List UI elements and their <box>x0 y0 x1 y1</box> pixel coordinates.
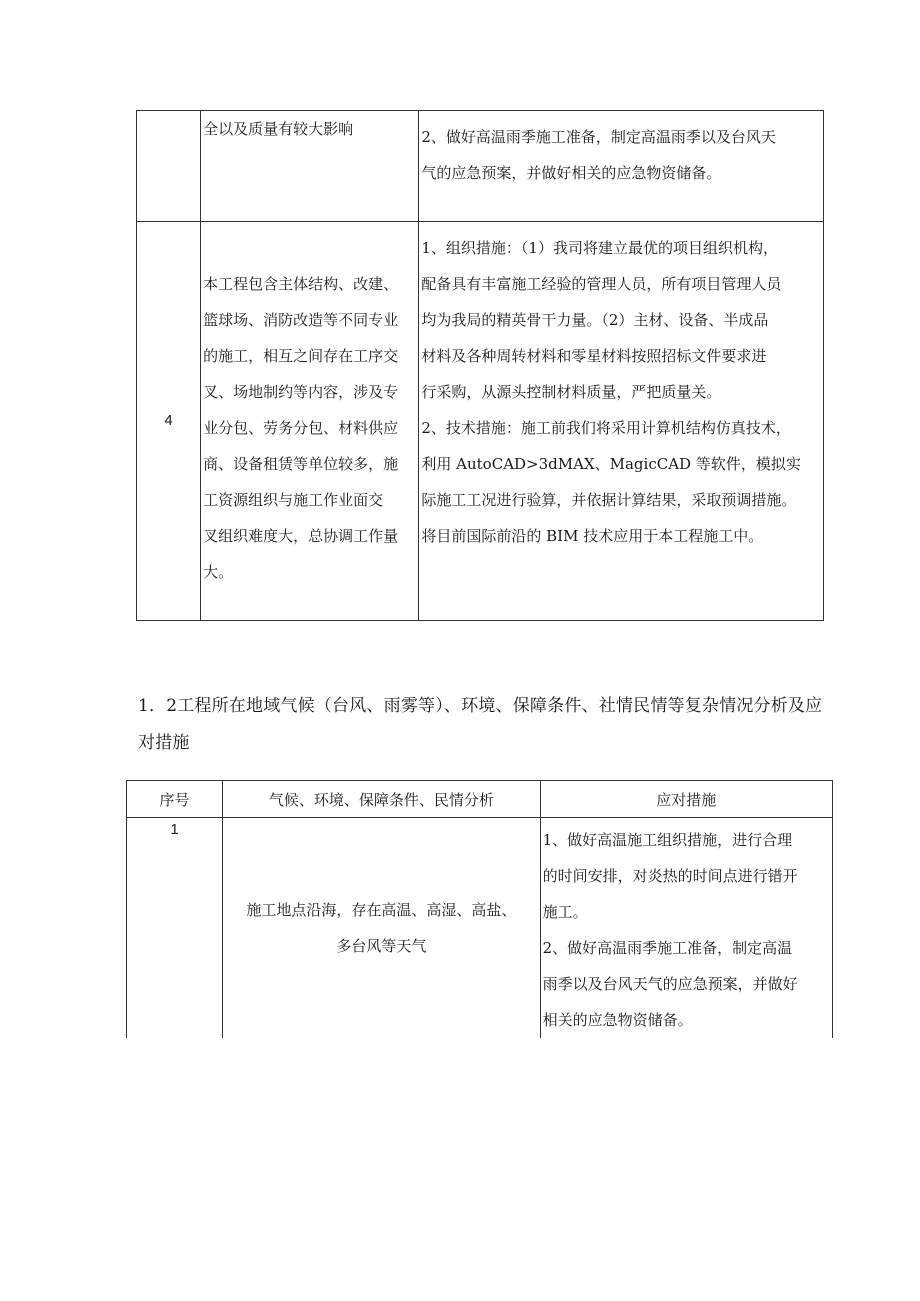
risk-description <box>201 222 419 621</box>
section-heading: 1．2工程所在地域气候（台风、雨雾等）、环境、保障条件、社情民情等复杂情况分析及应对措施 <box>138 696 823 753</box>
climate-analysis-table <box>126 780 833 1038</box>
row-number: 1 <box>127 818 223 1039</box>
table-row <box>137 111 824 222</box>
countermeasures-text: 1、组织措施：（1）我司将建立最优的项目组织机构， 配备具有丰富施工经验的管理人员，所有项目管理人员 均为我局的精英骨干力量。（2）主材、设备、半成品 材料及各种周转材料和零星材料按照招标文件要求进 行采购，从源头控制材料质量，严把质量关。 2、技术措施：施工前我们将采用计算机结构仿真技术， 利用 AutoCAD>3dMAX、MagicCAD 等软件，模拟实 际施工工况进行验算，并依据计算结果，采取预调措施。 将目前国际前沿的 BIM 技术应用于本工程施工中。 <box>421 239 801 545</box>
risk-table <box>136 110 824 621</box>
column-header-number: 序号 <box>127 781 223 818</box>
risk-description <box>201 111 419 222</box>
climate-analysis: 施工地点沿海，存在高温、高湿、高盐、 多台风等天气 <box>223 818 540 1039</box>
table-row <box>137 222 824 621</box>
table-row <box>127 818 833 1039</box>
column-header-analysis: 气候、环境、保障条件、民情分析 <box>223 781 540 818</box>
countermeasures: 1、做好高温施工组织措施，进行合理 的时间安排，对炎热的时间点进行错开 施工。 2、做好高温雨季施工准备，制定高温 雨季以及台风天气的应急预案，并做好 相关的应急物资储备。 <box>540 818 832 1039</box>
risk-description-text: 本工程包含主体结构、改建、 篮球场、消防改造等不同专业 的施工，相互之间存在工序交 叉、场地制约等内容，涉及专 业分包、劳务分包、材料供应 商、设备租赁等单位较多，施 工资源组织与施工作业面交 叉组织难度大，总协调工作量 大。 <box>203 275 399 581</box>
row-number: 4 <box>137 222 201 621</box>
risk-description-text: 全以及质量有较大影响 <box>203 120 354 138</box>
countermeasures <box>419 222 824 621</box>
row-number <box>137 111 201 222</box>
column-header-measures: 应对措施 <box>540 781 832 818</box>
countermeasures <box>419 111 824 222</box>
table-header-row <box>127 781 833 818</box>
countermeasures-text: 2、做好高温雨季施工准备，制定高温雨季以及台风天 气的应急预案，并做好相关的应急物资储备。 <box>421 128 776 182</box>
